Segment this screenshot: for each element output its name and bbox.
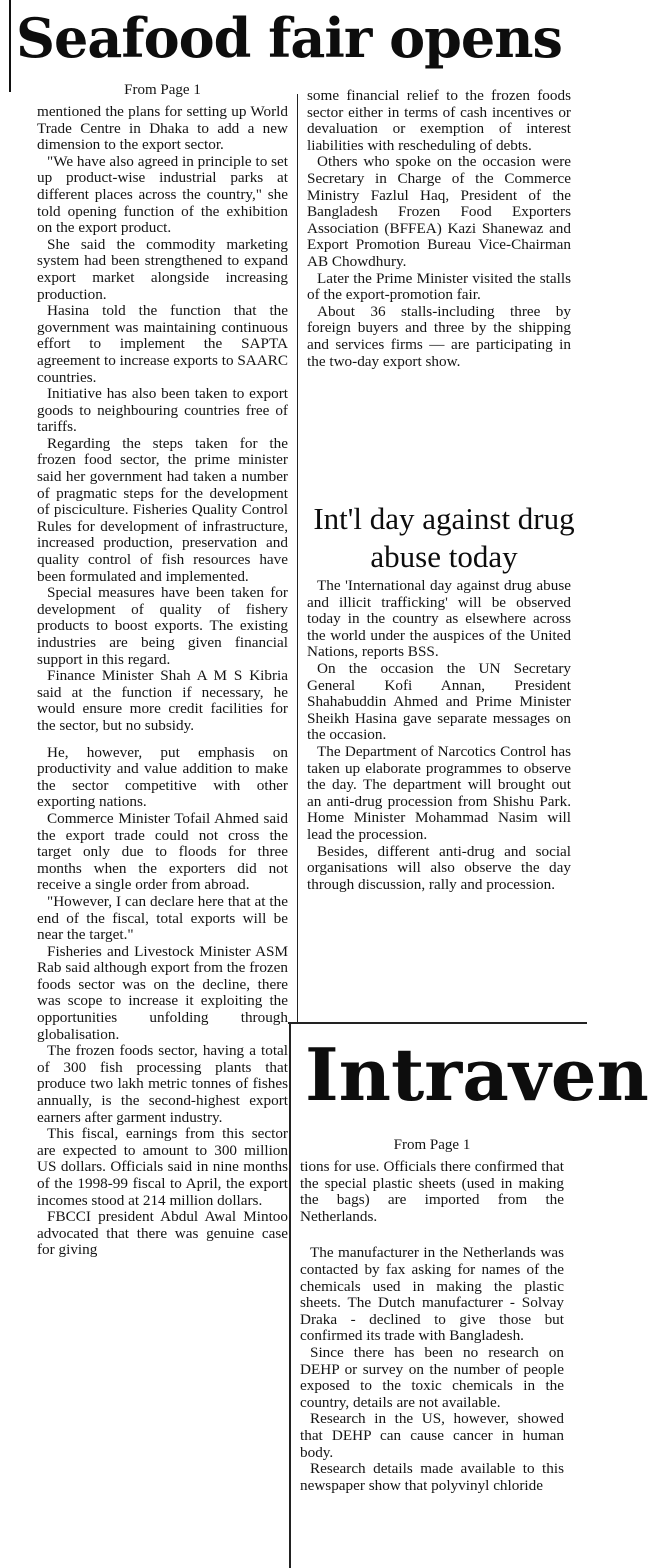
paragraph: Since there has been no research on DEHP or survey on the number of people exposed to the toxic chemicals in the country, details are not available. <box>300 1343 564 1411</box>
section-divider <box>288 1022 587 1024</box>
paragraph: Commerce Minister Tofail Ahmed said the export trade could not cross the target only due to floods for three months when the exporters did not receive a single order from abroad. <box>37 809 288 894</box>
article-seafood-column-1 <box>37 80 288 1259</box>
paragraph: Special measures have been taken for development of quality of fishery products to boost exports. The existing industries are being given financial support in this regard. <box>37 584 288 668</box>
column-divider <box>289 1022 291 1568</box>
paragraph: Besides, different anti-drug and social organisations will also observe the day through discussion, rally and procession. <box>307 842 571 893</box>
paragraph: "However, I can declare here that at the end of the fiscal, total exports will be near the target." <box>37 892 288 944</box>
left-column-rule <box>9 0 11 92</box>
kicker-from-page-1: From Page 1 <box>393 1137 471 1153</box>
headline-intraven: Intraven <box>305 1032 649 1117</box>
paragraph: The 'International day against drug abuse and illicit trafficking' will be observed today in the country as elsewhere across the world under the auspices of the United Nations, reports BSS. <box>307 577 571 661</box>
paragraph: The manufacturer in the Netherlands was contacted by fax asking for names of the chemicals used in making the plastic sheets. The Dutch manufacturer - Solvay Draka - declined to give those but confirmed its trade with Bangladesh. <box>300 1244 564 1345</box>
column-divider <box>297 94 298 1024</box>
paragraph: Others who spoke on the occasion were Secretary in Charge of the Commerce Ministry Fazlul Haq, President of the Bangladesh Frozen Food Exporters Association (BFFEA) Kazi Shanewaz and Export Promotion Bureau Vice-Chairman AB Chowdhury. <box>307 153 571 270</box>
paragraph: tions for use. Officials there confirmed that the special plastic sheets (used in making the bags) are imported from the Netherlands. <box>300 1158 564 1225</box>
paragraph: some financial relief to the frozen foods sector either in terms of cash incentives or devaluation or exemption of interest liabilities with rescheduling of debts. <box>307 87 571 154</box>
paragraph: About 36 stalls-including three by foreign buyers and three by the shipping and services firms — are participating in the two-day export show. <box>307 302 571 370</box>
paragraph: She said the commodity marketing system had been strengthened to expand export market alongside increasing production. <box>37 235 288 303</box>
article-intraven <box>300 1135 564 1494</box>
headline-drug-abuse-day: Int'l day against drug abuse today <box>313 501 575 574</box>
paragraph: Research details made available to this newspaper show that polyvinyl chloride <box>300 1460 564 1494</box>
paragraph: FBCCI president Abdul Awal Mintoo advocated that there was genuine case for giving <box>37 1208 288 1259</box>
paragraph: Initiative has also been taken to export goods to neighbouring countries free of tariffs. <box>37 385 288 436</box>
paragraph: Finance Minister Shah A M S Kibria said at the function if necessary, he would ensure more credit facilities for the sector, but no subsidy. <box>37 667 288 734</box>
article-seafood-column-2 <box>307 88 571 370</box>
paragraph: Later the Prime Minister visited the stalls of the export-promotion fair. <box>307 269 571 304</box>
paragraph: The frozen foods sector, having a total of 300 fish processing plants that produce two lakh metric tonnes of fishes annually, is the second-highest export earners after garment industry. <box>37 1042 288 1126</box>
paragraph: Fisheries and Livestock Minister ASM Rab said although export from the frozen foods sector was on the decline, there was scope to increase it exploiting the opportunities unfolding through globalisation. <box>37 942 288 1043</box>
paragraph: The Department of Narcotics Control has taken up elaborate programmes to observe the day. The department will brought out an anti-drug procession from Shishu Park. Home Minister Mohammad Nasim will lead the procession. <box>307 742 571 843</box>
paragraph: Regarding the steps taken for the frozen food sector, the prime minister said her government had taken a number of pragmatic steps for the development of pisciculture. Fisheries Quality Control Rules for development of infrastructure, increased production, preservation and quality control of fish resources have been formulated and implemented. <box>37 434 288 585</box>
paragraph: Hasina told the function that the government was maintaining continuous effort to implement the SAPTA agreement to increase exports to SAARC countries. <box>37 302 288 386</box>
kicker-from-page-1: From Page 1 <box>124 82 201 98</box>
article-drug-abuse <box>307 578 571 893</box>
paragraph: Research in the US, however, showed that DEHP can cause cancer in human body. <box>300 1410 564 1461</box>
paragraph: He, however, put emphasis on productivity and value addition to make the sector competitive with other exporting nations. <box>37 743 288 811</box>
paragraph: This fiscal, earnings from this sector are expected to amount to 300 million US dollars. Officials said in nine months of the 1998-99 fiscal to April, the export incomes stood at 214 million dollars. <box>37 1125 288 1209</box>
paragraph: "We have also agreed in principle to set up product-wise industrial parks at different places across the country," she told opening function of the exhibition on the export product. <box>37 152 288 237</box>
paragraph: On the occasion the UN Secretary General Kofi Annan, President Shahabuddin Ahmed and Prime Minister Sheikh Hasina gave separate messages on the occasion. <box>307 659 571 744</box>
headline-seafood-fair: Seafood fair opens <box>16 6 562 70</box>
paragraph: mentioned the plans for setting up World Trade Centre in Dhaka to add a new dimension to the export sector. <box>37 103 288 154</box>
